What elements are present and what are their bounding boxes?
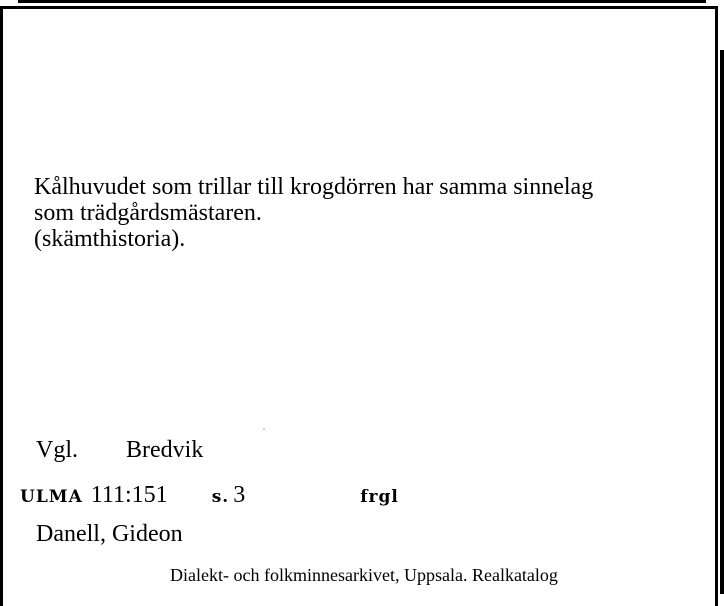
catalog-card [0, 6, 718, 606]
title-line-2: som trädgårdsmästaren. [34, 200, 262, 226]
province-label: Vgl. [36, 437, 78, 463]
location-row [36, 436, 203, 464]
collector-name: Danell, Gideon [36, 521, 183, 547]
title-line-1: Kålhuvudet som trillar till krogdörren har samma sinnelag [34, 174, 594, 200]
reference-row [20, 481, 399, 511]
title-line-3: (skämthistoria). [34, 226, 186, 252]
page-label: s. [211, 487, 230, 507]
parish-label: Bredvik [126, 437, 204, 463]
page-number: 3 [233, 482, 246, 508]
top-rule [18, 0, 706, 3]
card-title [34, 174, 694, 252]
archive-code: ULMA [20, 487, 83, 507]
card-footer [0, 564, 718, 586]
footer-text: Dialekt- och folkminnesarkivet, Uppsala. Realkatalog [170, 565, 558, 585]
reference-number: 111:151 [90, 482, 168, 508]
paper-speck [263, 428, 265, 430]
card-edge-shadow [720, 50, 724, 594]
category-code: frgl [360, 487, 399, 507]
